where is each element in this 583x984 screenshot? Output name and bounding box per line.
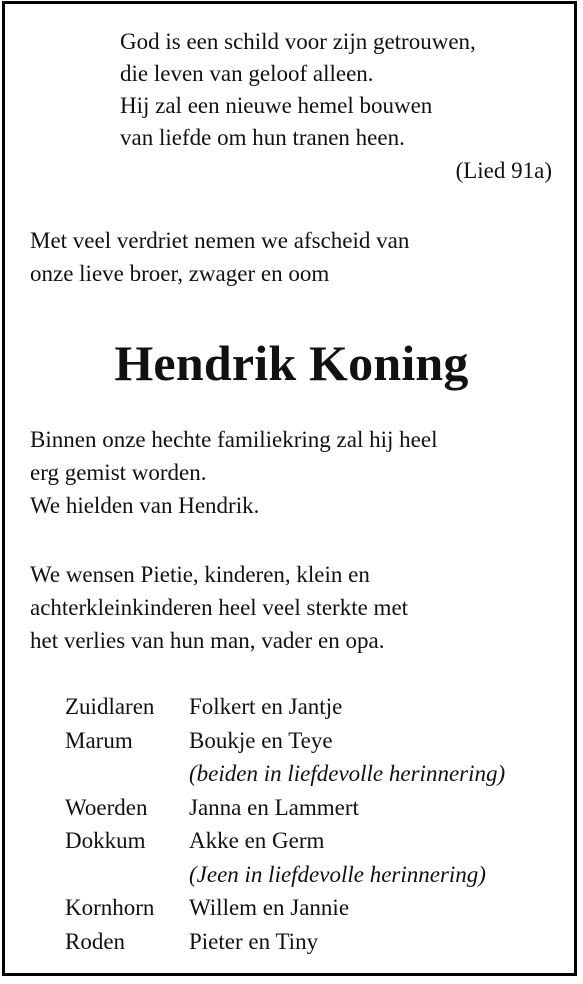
signer-row: [65, 925, 565, 959]
intro-line: onze lieve broer, zwager en oom: [30, 261, 330, 286]
paragraph-family: [30, 423, 560, 522]
signer-note-row: [65, 757, 565, 791]
signer-place: Kornhorn: [65, 895, 155, 920]
paragraph-line: achterkleinkinderen heel veel sterkte met: [30, 595, 409, 620]
intro-line: Met veel verdriet nemen we afscheid van: [30, 228, 410, 253]
signer-names: Akke en Germ: [189, 828, 325, 853]
paragraph-line: We wensen Pietie, kinderen, klein en: [30, 562, 370, 587]
signer-names: Folkert en Jantje: [189, 694, 343, 719]
poem: [120, 26, 552, 187]
signer-row: [65, 690, 565, 724]
signer-row: [65, 791, 565, 825]
signer-note: (Jeen in liefdevolle herinnering): [189, 861, 486, 887]
paragraph-wishes: [30, 558, 560, 657]
signer-place: Woerden: [65, 794, 148, 820]
signer-place: Marum: [65, 727, 133, 753]
signer-names: Willem en Jannie: [189, 895, 350, 920]
paragraph-line: Binnen onze hechte familiekring zal hij heel: [30, 427, 438, 452]
signer-place: Dokkum: [65, 828, 146, 853]
paragraph-line: erg gemist worden.: [30, 460, 207, 485]
poem-line: die leven van geloof alleen.: [120, 61, 374, 86]
poem-line: Hij zal een nieuwe hemel bouwen: [120, 93, 433, 118]
signers-list: [65, 690, 565, 958]
signer-row: [65, 891, 565, 925]
deceased-name: Hendrik Koning: [114, 335, 469, 391]
poem-line: God is een schild voor zijn getrouwen,: [120, 29, 476, 54]
signer-place: Zuidlaren: [65, 694, 155, 719]
signer-names: Janna en Lammert: [189, 794, 359, 820]
poem-line: van liefde om hun tranen heen.: [120, 125, 405, 150]
intro-text: [30, 224, 550, 290]
signer-row: [65, 724, 565, 758]
signer-place: Roden: [65, 928, 126, 954]
signer-names: Pieter en Tiny: [189, 928, 319, 954]
paragraph-line: We hielden van Hendrik.: [30, 493, 260, 518]
signer-row: [65, 824, 565, 858]
signer-names: Boukje en Teye: [189, 727, 333, 753]
signer-note: (beiden in liefdevolle herinnering): [189, 761, 506, 786]
signer-note-row: [65, 858, 565, 892]
paragraph-line: het verlies van hun man, vader en opa.: [30, 628, 385, 653]
poem-reference: (Lied 91a): [455, 158, 552, 183]
